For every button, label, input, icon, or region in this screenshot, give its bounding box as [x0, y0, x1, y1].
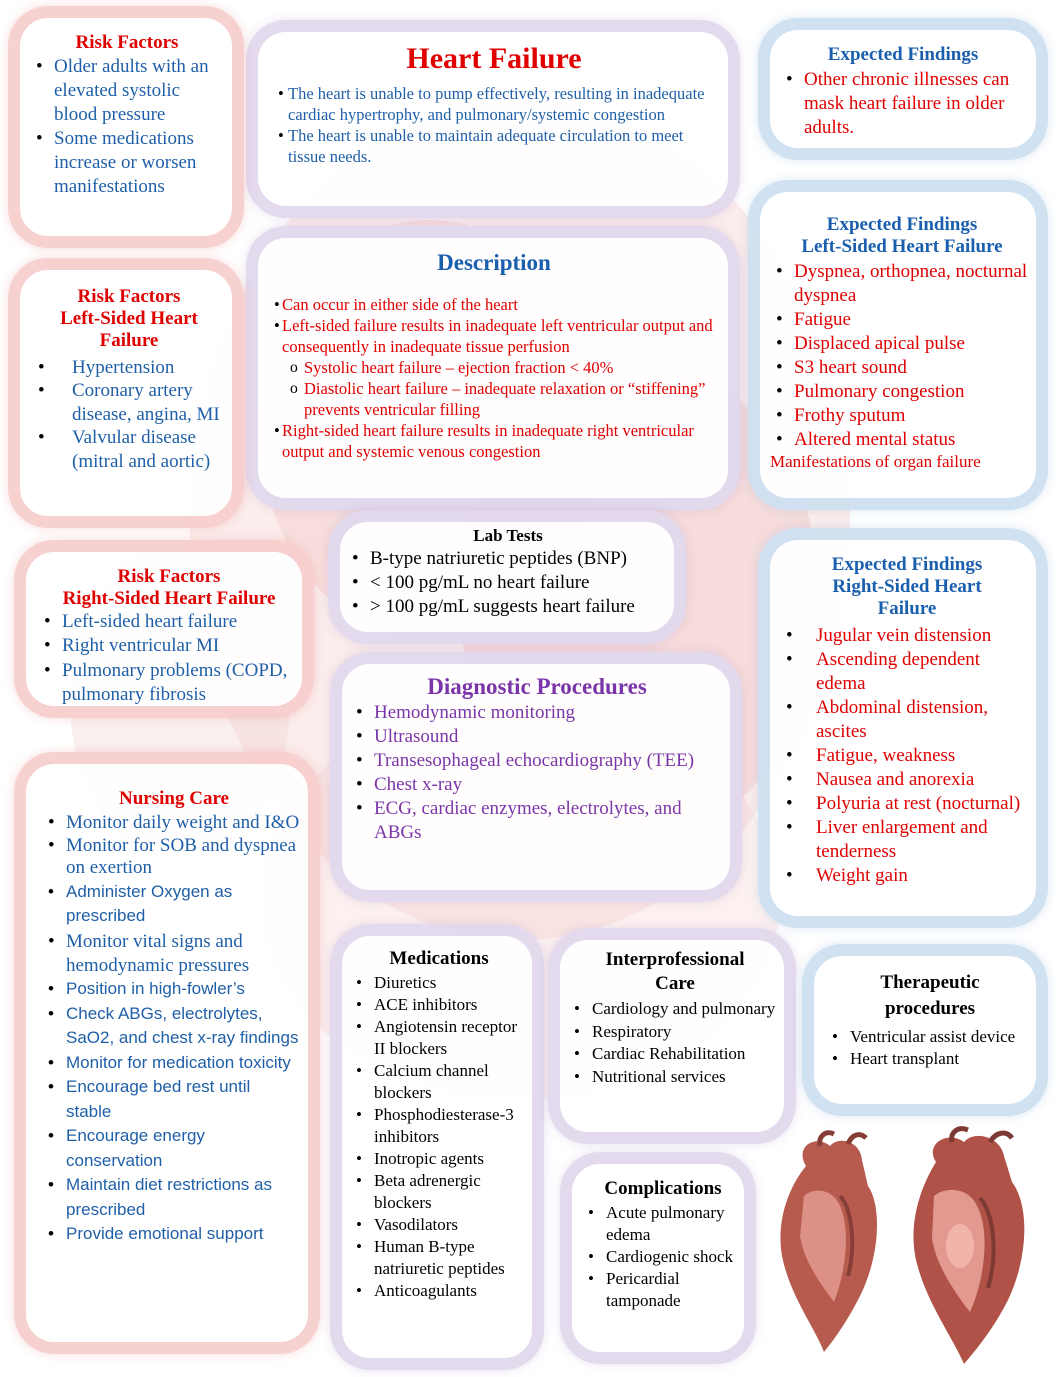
- list-item: • Encourage energy conservation: [48, 1124, 300, 1173]
- risk-left-title-line1: Risk Factors: [77, 286, 181, 307]
- list-item: • Polyuria at rest (nocturnal): [786, 792, 1028, 816]
- list-item: • > 100 pg/mL suggests heart failure: [352, 595, 664, 619]
- risk-left-title-line2: Left-Sided Heart Failure: [60, 307, 198, 351]
- list-item: • Maintain diet restrictions as prescribed: [48, 1173, 300, 1222]
- description-title: Description: [437, 250, 551, 275]
- list-item: • Monitor for medication toxicity: [48, 1051, 300, 1076]
- list-item: • Jugular vein distension: [786, 624, 1028, 648]
- list-item: • Transesophageal echocardiography (TEE): [356, 749, 718, 773]
- findings-left-title-line1: Expected Findings: [826, 214, 978, 235]
- diagnostic-box: [330, 652, 742, 902]
- list-item: • Beta adrenergic blockers: [356, 1170, 522, 1214]
- list-item: • Check ABGs, electrolytes, SaO2, and chest x-ray findings: [48, 1002, 300, 1051]
- findings-left-trailing: Manifestations of organ failure: [770, 451, 981, 471]
- risk-right-title: [44, 566, 294, 610]
- risk-right-title-line2: Right-Sided Heart Failure: [62, 587, 276, 609]
- list-item: • Can occur in either side of the heart: [274, 294, 714, 315]
- list-item: • Displaced apical pulse: [776, 332, 1028, 356]
- list-item: • Respiratory: [574, 1021, 776, 1044]
- heart-failure-box: [246, 20, 740, 218]
- list-item: • ECG, cardiac enzymes, electrolytes, and ABGs: [356, 797, 718, 845]
- list-item: • Cardiac Rehabilitation: [574, 1043, 776, 1066]
- complications-box: [560, 1152, 756, 1364]
- list-item: • Abdominal distension, ascites: [786, 696, 1028, 744]
- list-item: • Altered mental status: [776, 428, 1028, 452]
- list-item: • Encourage bed rest until stable: [48, 1075, 300, 1124]
- lab-tests-title: Lab Tests: [473, 526, 543, 545]
- therapeutic-box: [802, 944, 1048, 1116]
- medications-box: [330, 924, 544, 1370]
- list-item: • Monitor for SOB and dyspnea on exertion: [48, 835, 300, 878]
- list-item: • ACE inhibitors: [356, 994, 522, 1016]
- list-item: • The heart is unable to maintain adequate circulation to meet tissue needs.: [278, 125, 710, 167]
- list-item: • B-type natriuretic peptides (BNP): [352, 547, 664, 571]
- list-item: • Vasodilators: [356, 1214, 522, 1236]
- findings-left-title-line2: Left-Sided Heart Failure: [801, 235, 1003, 257]
- list-item: • Coronary artery disease, angina, MI: [38, 379, 220, 426]
- lab-tests-box: [328, 510, 686, 644]
- list-item: • Older adults with an elevated systolic blood pressure: [36, 55, 218, 127]
- findings-right-title-line2: Right-Sided Heart Failure: [832, 575, 982, 619]
- list-item: • Dyspnea, orthopnea, nocturnal dyspnea: [776, 260, 1028, 308]
- list-item: • Diuretics: [356, 972, 522, 994]
- list-item: • Provide emotional support: [48, 1222, 300, 1247]
- list-item: • Calcium channel blockers: [356, 1060, 522, 1104]
- list-item: • Monitor vital signs and hemodynamic pressures: [48, 930, 300, 977]
- list-item: • Angiotensin receptor II blockers: [356, 1016, 522, 1060]
- list-item: • Monitor daily weight and I&O: [48, 812, 300, 834]
- list-item: • < 100 pg/mL no heart failure: [352, 571, 664, 595]
- list-item: • Administer Oxygen as prescribed: [48, 880, 300, 928]
- list-item: • Right-sided heart failure results in inadequate right ventricular output and systemic venous congestion: [274, 420, 714, 462]
- findings-left-title: [776, 214, 1028, 258]
- list-item: • Cardiology and pulmonary: [574, 998, 776, 1021]
- list-item: • Human B-type natriuretic peptides: [356, 1236, 522, 1280]
- heart-failure-title: Heart Failure: [406, 42, 582, 75]
- list-item: • Position in high-fowler’s: [48, 977, 300, 1002]
- findings-left-box: [748, 180, 1048, 510]
- list-item: • The heart is unable to pump effectively, resulting in inadequate cardiac hypertrophy, and pulmonary/systemic congestion: [278, 83, 710, 125]
- risk-right-box: [14, 540, 314, 718]
- list-item: o Diastolic heart failure – inadequate relaxation or “stiffening” prevents ventricular filling: [290, 378, 714, 420]
- diagnostic-title: Diagnostic Procedures: [427, 674, 647, 699]
- list-item: • Chest x-ray: [356, 773, 718, 797]
- list-item: • Other chronic illnesses can mask heart failure in older adults.: [786, 68, 1020, 140]
- list-item: • Right ventricular MI: [44, 634, 294, 659]
- list-item: • Acute pulmonary edema: [588, 1202, 738, 1246]
- complications-title: Complications: [604, 1178, 722, 1199]
- nursing-care-box: [14, 752, 320, 1354]
- list-item: • Ventricular assist device: [832, 1026, 1028, 1048]
- list-item: • Pulmonary congestion: [776, 380, 1028, 404]
- list-item: • Left-sided heart failure: [44, 610, 294, 635]
- list-item: • Pericardial tamponade: [588, 1268, 738, 1312]
- interprofessional-title: Interprofessional Care: [605, 949, 745, 994]
- risk-left-box: [8, 258, 244, 528]
- list-item: • Nausea and anorexia: [786, 768, 1028, 792]
- risk-factors-title: Risk Factors: [75, 32, 179, 53]
- list-item: • Hypertension: [38, 356, 220, 380]
- list-item: • Left-sided failure results in inadequate left ventricular output and consequently in inadequate tissue perfusion: [274, 315, 714, 357]
- medications-title: Medications: [389, 948, 489, 969]
- findings-right-title: [786, 554, 1028, 620]
- heart-anatomy-illustration: [764, 1126, 1056, 1374]
- list-item: • Phosphodiesterase-3 inhibitors: [356, 1104, 522, 1148]
- expected-findings-box: [758, 18, 1048, 160]
- list-item: • Some medications increase or worsen manifestations: [36, 127, 218, 199]
- list-item: • Heart transplant: [832, 1048, 1028, 1070]
- list-item: • Weight gain: [786, 864, 1028, 888]
- list-item: • Cardiogenic shock: [588, 1246, 738, 1268]
- list-item: • Nutritional services: [574, 1066, 776, 1089]
- findings-right-title-line1: Expected Findings: [831, 554, 983, 575]
- list-item: • Ascending dependent edema: [786, 648, 1028, 696]
- description-box: [246, 226, 740, 510]
- findings-right-box: [758, 528, 1048, 928]
- list-item: • Fatigue: [776, 308, 1028, 332]
- risk-factors-box: [8, 6, 244, 248]
- expected-findings-title: Expected Findings: [827, 44, 979, 65]
- list-item: • Valvular disease (mitral and aortic): [38, 426, 220, 473]
- interprofessional-box: [548, 928, 796, 1144]
- list-item: • Frothy sputum: [776, 404, 1028, 428]
- therapeutic-title: Therapeutic procedures: [880, 972, 980, 1019]
- list-item: • Hemodynamic monitoring: [356, 701, 718, 725]
- nursing-care-title: Nursing Care: [119, 788, 229, 809]
- list-item: • Inotropic agents: [356, 1148, 522, 1170]
- list-item: • Liver enlargement and tenderness: [786, 816, 1028, 864]
- list-item: • Anticoagulants: [356, 1280, 522, 1302]
- list-item: • S3 heart sound: [776, 356, 1028, 380]
- risk-left-title: [38, 286, 220, 352]
- risk-right-title-line1: Risk Factors: [117, 566, 221, 587]
- list-item: o Systolic heart failure – ejection fraction < 40%: [290, 357, 714, 378]
- list-item: • Pulmonary problems (COPD, pulmonary fibrosis: [44, 659, 294, 708]
- list-item: • Fatigue, weakness: [786, 744, 1028, 768]
- list-item: • Ultrasound: [356, 725, 718, 749]
